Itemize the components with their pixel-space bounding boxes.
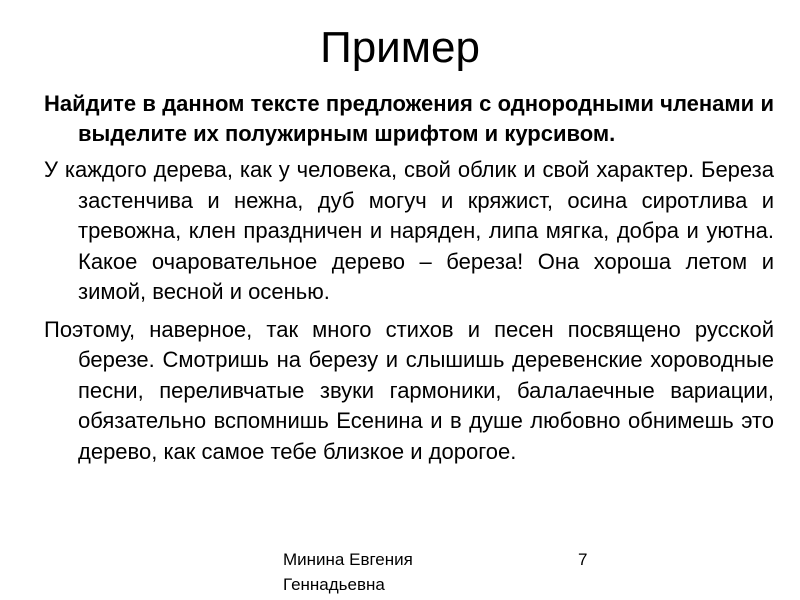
slide-body [44, 89, 774, 474]
task-instruction: Найдите в данном тексте предложения с однородными членами и выделите их полужирным шрифтом и курсивом. [44, 91, 774, 146]
page-number: 7 [578, 550, 588, 569]
author-first-line: Минина Евгения [283, 550, 413, 569]
footer-author [283, 547, 413, 597]
author-second-line: Геннадьевна [283, 575, 385, 594]
slide-title: Пример [320, 23, 480, 72]
text-paragraph-2: Поэтому, наверное, так много стихов и песен посвящено русской березе. Смотришь на березу и слышишь деревенские хороводные песни, переливчатые звуки гармоники, балалаечные вариации, обязательно вспомнишь Есенина и в душе любовно обнимешь это дерево, как самое тебе близкое и дорогое. [44, 316, 774, 464]
text-paragraph-1: У каждого дерева, как у человека, свой облик и свой характер. Береза застенчива и нежна, дуб могуч и кряжист, осина сиротлива и тревожна, клен праздничен и наряден, липа мягка, добра и уютна. Какое очаровательное дерево – береза! Она хороша летом и зимой, весной и осенью. [44, 157, 774, 304]
